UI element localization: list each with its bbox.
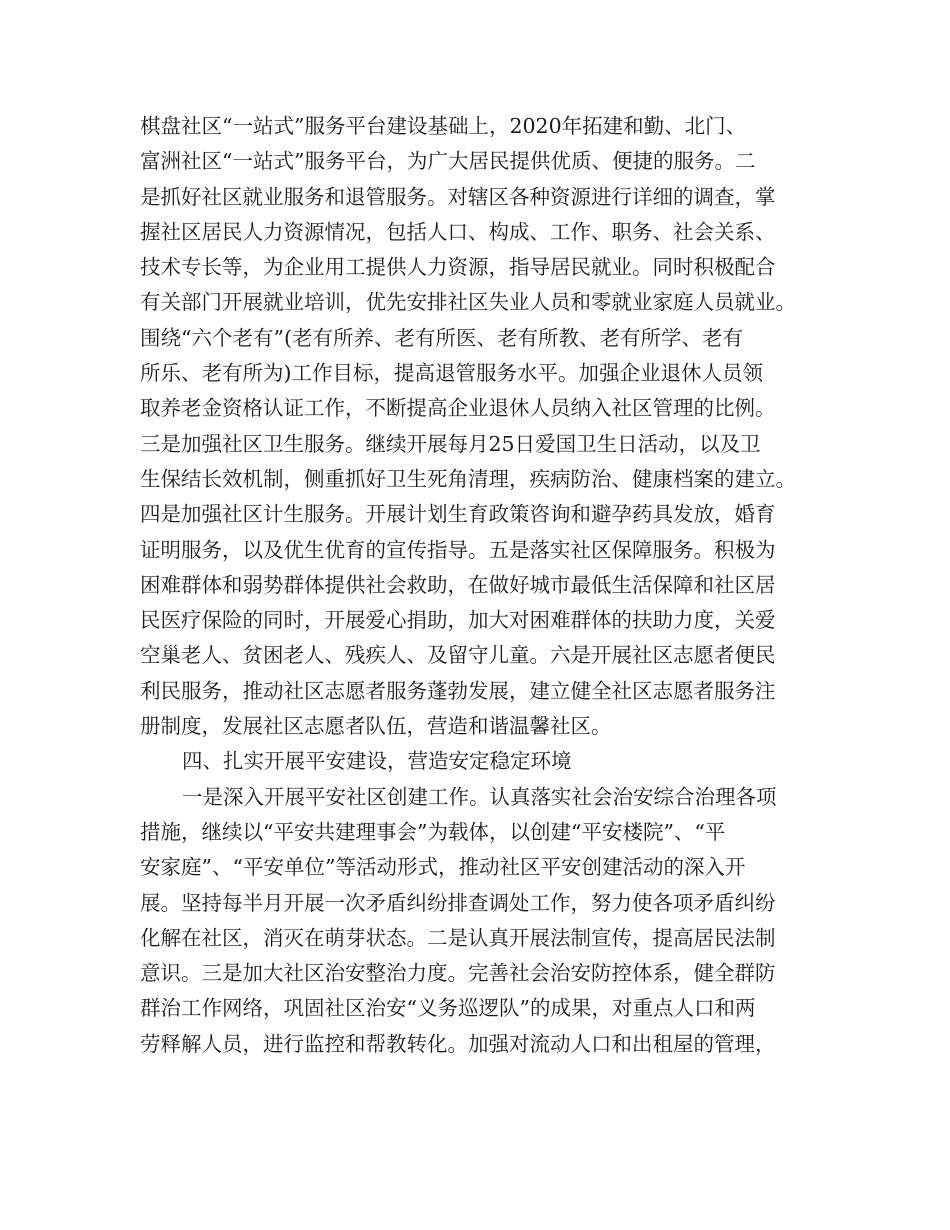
text-line: 意识。三是加大社区治安整治力度。完善社会治安防控体系，健全群防 [140,961,776,986]
body-text [140,109,830,1062]
text-line: 握社区居民人力资源情况，包括人口、构成、工作、职务、社会关系、 [140,219,776,244]
text-line: 围绕“六个老有”(老有所养、老有所医、老有所教、老有所学、老有 [140,325,743,350]
text-line: 展。坚持每半月开展一次矛盾纠纷排查调处工作，努力使各项矛盾纠纷 [140,890,776,915]
text-line: 劳释解人员，进行监控和帮教转化。加强对流动人口和出租屋的管理， [140,1031,776,1056]
text-line: 化解在社区，消灭在萌芽状态。二是认真开展法制宣传，提高居民法制 [140,925,776,950]
text-line: 四是加强社区计生服务。开展计划生育政策咨询和避孕药具发放，婚育 [140,502,776,527]
text-line: 安家庭”、“平安单位”等活动形式，推动社区平安创建活动的深入开 [140,855,746,880]
text-line: 取养老金资格认证工作，不断提高企业退休人员纳入社区管理的比例。 [140,396,776,421]
text-line: 群治工作网络，巩固社区治安“义务巡逻队”的成果，对重点人口和两 [140,996,756,1021]
text-line: 四、扎实开展平安建设，营造安定稳定环境 [182,749,572,774]
text-line: 空巢老人、贫困老人、残疾人、及留守儿童。六是开展社区志愿者便民 [140,643,776,668]
text-line: 生保结长效机制，侧重抓好卫生死角清理，疾病防治、健康档案的建立。 [140,466,796,491]
text-line: 富洲社区“一站式”服务平台，为广大居民提供优质、便捷的服务。二 [140,149,756,174]
text-line: 民医疗保险的同时，开展爱心捐助，加大对困难群体的扶助力度，关爱 [140,608,776,633]
text-line: 利民服务，推动社区志愿者服务蓬勃发展，建立健全社区志愿者服务注 [140,678,776,703]
text-line: 棋盘社区“一站式”服务平台建设基础上，2020年拓建和勤、北门、 [140,114,747,138]
text-line: 一是深入开展平安社区创建工作。认真落实社会治安综合治理各项 [182,784,777,809]
text-line: 所乐、老有所为)工作目标，提高退管服务水平。加强企业退休人员领 [140,361,763,386]
text-line: 证明服务，以及优生优育的宣传指导。五是落实社区保障服务。积极为 [140,537,776,562]
text-line: 技术专长等，为企业用工提供人力资源，指导居民就业。同时积极配合 [140,255,776,280]
text-line: 是抓好社区就业服务和退管服务。对辖区各种资源进行详细的调查，掌 [140,184,776,209]
text-line: 措施，继续以“平安共建理事会”为载体，以创建“平安楼院”、“平 [140,819,726,844]
text-line: 困难群体和弱势群体提供社会救助，在做好城市最低生活保障和社区居 [140,572,776,597]
text-line: 册制度，发展社区志愿者队伍，营造和谐温馨社区。 [140,714,612,739]
text-line: 三是加强社区卫生服务。继续开展每月25日爱国卫生日活动，以及卫 [140,431,761,456]
text-line: 有关部门开展就业培训，优先安排社区失业人员和零就业家庭人员就业。 [140,290,796,315]
